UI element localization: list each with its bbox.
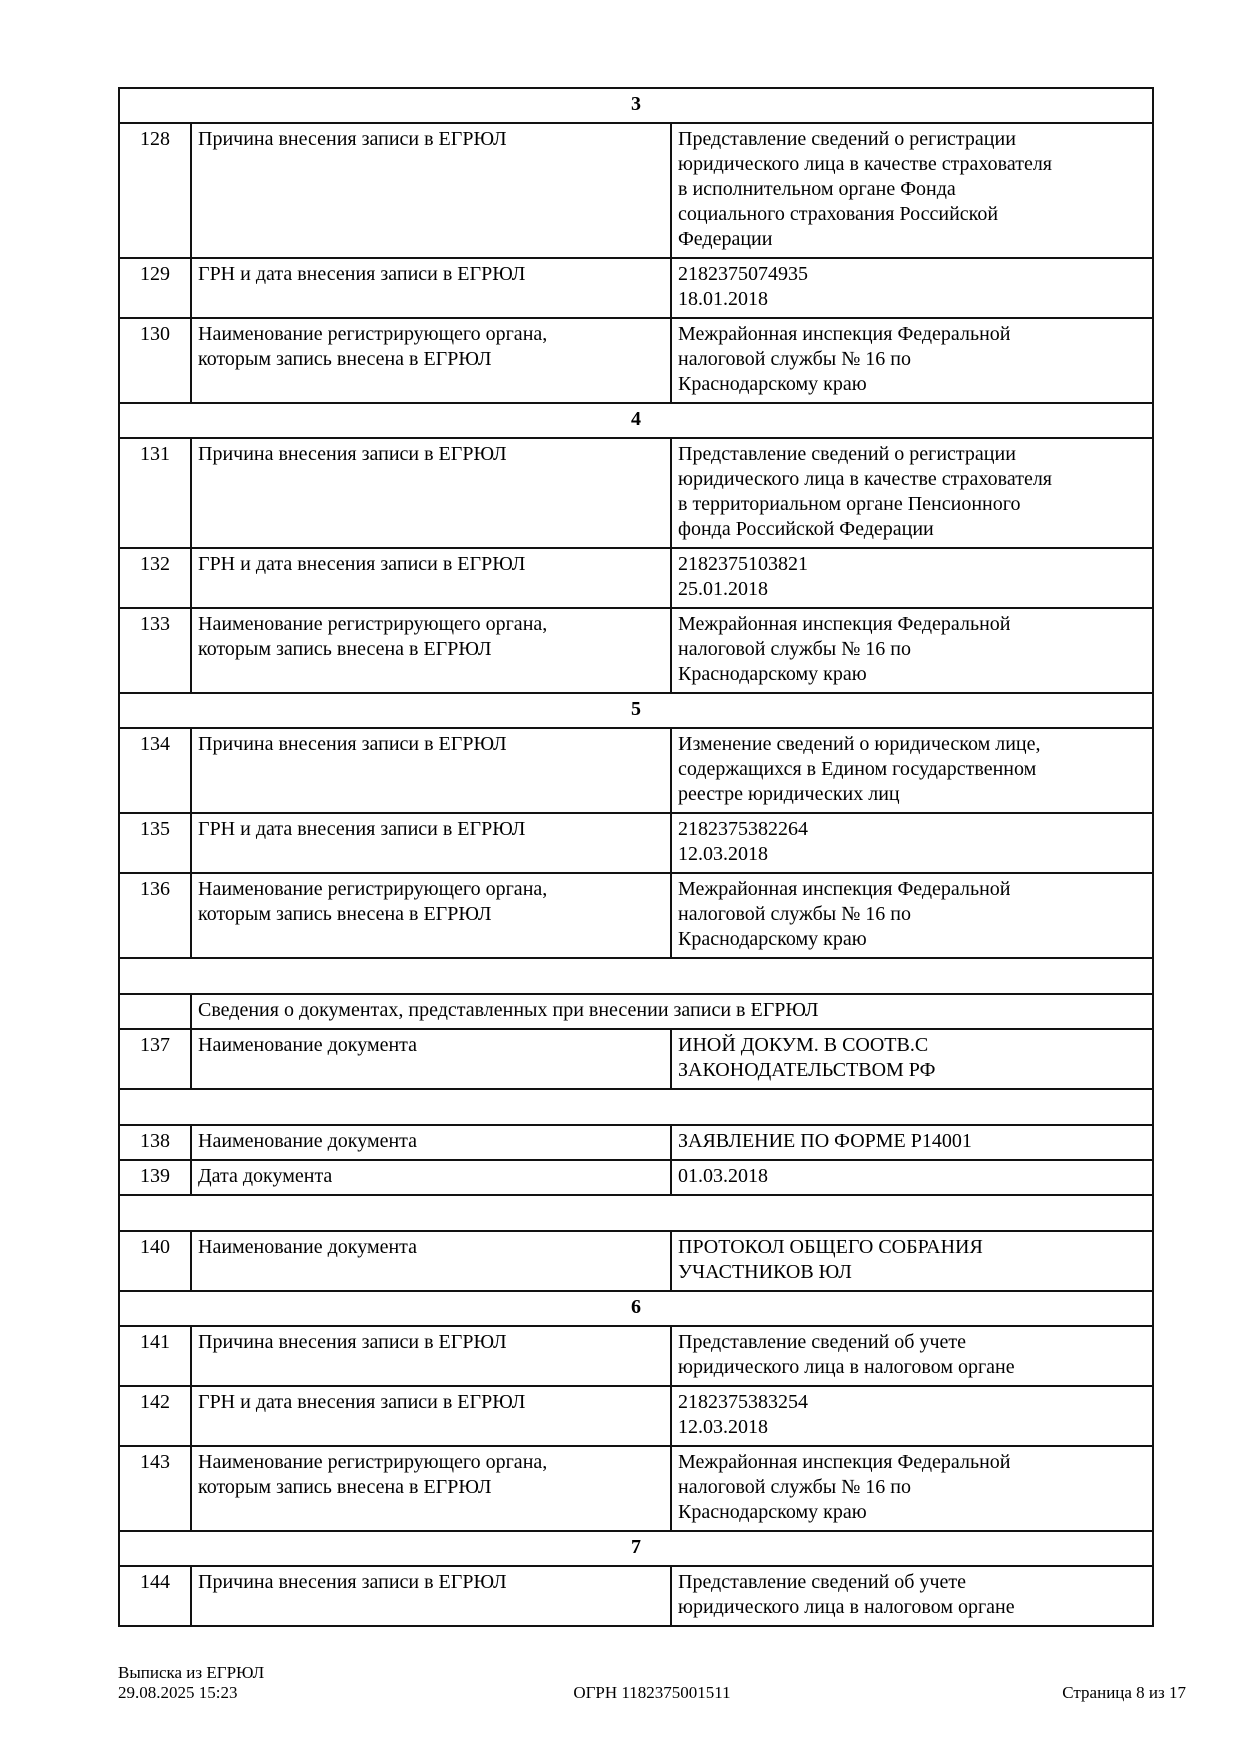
- spacer-cell: [119, 1195, 1153, 1231]
- footer-page-number: Страница 8 из 17: [1062, 1683, 1186, 1702]
- value-line: Краснодарскому краю: [678, 663, 867, 685]
- value-line: Федерации: [678, 228, 773, 250]
- footer-datetime: 29.08.2025 15:23: [118, 1683, 238, 1702]
- section-header-row: [119, 1291, 1153, 1326]
- label-line: Наименование регистрирующего органа,: [198, 878, 548, 900]
- record-row: [119, 608, 1153, 693]
- row-number: 136: [119, 873, 191, 958]
- row-label: [191, 1029, 671, 1089]
- row-label: [191, 813, 671, 873]
- label-line: Наименование документа: [198, 1236, 418, 1258]
- row-label: [191, 123, 671, 258]
- record-row: [119, 318, 1153, 403]
- value-line: УЧАСТНИКОВ ЮЛ: [678, 1261, 852, 1283]
- value-line: Представление сведений об учете: [678, 1571, 966, 1593]
- value-line: социального страхования Российской: [678, 203, 999, 225]
- section-header-row: [119, 88, 1153, 123]
- value-line: налоговой службы № 16 по: [678, 638, 911, 660]
- row-label: [191, 1386, 671, 1446]
- spacer-row: [119, 1089, 1153, 1125]
- record-row: [119, 813, 1153, 873]
- row-label: [191, 1160, 671, 1195]
- value-line: в территориальном органе Пенсионного: [678, 493, 1021, 515]
- row-number: 139: [119, 1160, 191, 1195]
- row-value: [671, 1231, 1153, 1291]
- row-number: 129: [119, 258, 191, 318]
- row-number: 144: [119, 1566, 191, 1626]
- row-label: [191, 318, 671, 403]
- value-line: налоговой службы № 16 по: [678, 348, 911, 370]
- record-row: [119, 1231, 1153, 1291]
- row-value: [671, 608, 1153, 693]
- spacer-cell: [119, 958, 1153, 994]
- row-value: [671, 813, 1153, 873]
- label-line: которым запись внесена в ЕГРЮЛ: [198, 348, 492, 370]
- row-number: 128: [119, 123, 191, 258]
- row-value: [671, 1160, 1153, 1195]
- value-line: 2182375074935: [678, 263, 808, 285]
- row-value: [671, 1125, 1153, 1160]
- value-line: юридического лица в налоговом органе: [678, 1596, 1015, 1618]
- row-number: 140: [119, 1231, 191, 1291]
- value-line: Краснодарскому краю: [678, 373, 867, 395]
- record-row: [119, 123, 1153, 258]
- label-line: ГРН и дата внесения записи в ЕГРЮЛ: [198, 1391, 526, 1413]
- row-number: 138: [119, 1125, 191, 1160]
- value-line: Межрайонная инспекция Федеральной: [678, 323, 1011, 345]
- record-row: [119, 1386, 1153, 1446]
- value-line: Межрайонная инспекция Федеральной: [678, 613, 1011, 635]
- section-header-row: [119, 403, 1153, 438]
- row-value: [671, 1029, 1153, 1089]
- value-line: 25.01.2018: [678, 578, 768, 600]
- label-line: которым запись внесена в ЕГРЮЛ: [198, 638, 492, 660]
- label-line: ГРН и дата внесения записи в ЕГРЮЛ: [198, 553, 526, 575]
- record-row: [119, 438, 1153, 548]
- row-label: [191, 1125, 671, 1160]
- subsection-title: Сведения о документах, представленных при внесении записи в ЕГРЮЛ: [191, 994, 1153, 1029]
- value-line: 12.03.2018: [678, 1416, 768, 1438]
- label-line: Наименование документа: [198, 1130, 418, 1152]
- page-footer: [118, 1663, 1186, 1703]
- row-value: [671, 548, 1153, 608]
- footer-doc-title: Выписка из ЕГРЮЛ: [118, 1663, 265, 1682]
- row-label: [191, 548, 671, 608]
- footer-ogrn: ОГРН 1182375001511: [573, 1683, 731, 1702]
- record-row: [119, 1125, 1153, 1160]
- egrul-records-table: [118, 87, 1154, 1627]
- record-row: [119, 548, 1153, 608]
- record-row: [119, 1446, 1153, 1531]
- row-value: [671, 1446, 1153, 1531]
- row-number: 133: [119, 608, 191, 693]
- value-line: Межрайонная инспекция Федеральной: [678, 1451, 1011, 1473]
- spacer-row: [119, 958, 1153, 994]
- row-number-empty: [119, 994, 191, 1029]
- value-line: Изменение сведений о юридическом лице,: [678, 733, 1041, 755]
- subsection-header-row: [119, 994, 1153, 1029]
- row-value: [671, 318, 1153, 403]
- record-row: [119, 1029, 1153, 1089]
- label-line: Причина внесения записи в ЕГРЮЛ: [198, 1571, 507, 1593]
- value-line: реестре юридических лиц: [678, 783, 900, 805]
- value-line: Краснодарскому краю: [678, 1501, 867, 1523]
- record-row: [119, 728, 1153, 813]
- value-line: 01.03.2018: [678, 1165, 768, 1187]
- row-label: [191, 1231, 671, 1291]
- label-line: которым запись внесена в ЕГРЮЛ: [198, 903, 492, 925]
- section-number: 3: [119, 88, 1153, 123]
- label-line: Наименование документа: [198, 1034, 418, 1056]
- record-row: [119, 873, 1153, 958]
- record-row: [119, 258, 1153, 318]
- row-value: [671, 123, 1153, 258]
- row-number: 142: [119, 1386, 191, 1446]
- label-line: Наименование регистрирующего органа,: [198, 323, 548, 345]
- section-header-row: [119, 1531, 1153, 1566]
- value-line: юридического лица в качестве страхователя: [678, 153, 1053, 175]
- value-line: ЗАКОНОДАТЕЛЬСТВОМ РФ: [678, 1059, 936, 1081]
- section-number: 7: [119, 1531, 1153, 1566]
- label-line: Наименование регистрирующего органа,: [198, 613, 548, 635]
- spacer-row: [119, 1195, 1153, 1231]
- row-value: [671, 1386, 1153, 1446]
- row-label: [191, 1566, 671, 1626]
- value-line: ЗАЯВЛЕНИЕ ПО ФОРМЕ Р14001: [678, 1130, 972, 1152]
- label-line: Причина внесения записи в ЕГРЮЛ: [198, 443, 507, 465]
- label-line: ГРН и дата внесения записи в ЕГРЮЛ: [198, 818, 526, 840]
- row-label: [191, 1446, 671, 1531]
- row-number: 135: [119, 813, 191, 873]
- row-number: 134: [119, 728, 191, 813]
- row-label: [191, 728, 671, 813]
- row-label: [191, 608, 671, 693]
- value-line: содержащихся в Едином государственном: [678, 758, 1037, 780]
- label-line: Причина внесения записи в ЕГРЮЛ: [198, 733, 507, 755]
- row-number: 137: [119, 1029, 191, 1089]
- value-line: в исполнительном органе Фонда: [678, 178, 956, 200]
- section-number: 4: [119, 403, 1153, 438]
- value-line: налоговой службы № 16 по: [678, 903, 911, 925]
- label-line: Дата документа: [198, 1165, 333, 1187]
- value-line: 18.01.2018: [678, 288, 768, 310]
- row-value: [671, 873, 1153, 958]
- value-line: 2182375103821: [678, 553, 808, 575]
- row-number: 141: [119, 1326, 191, 1386]
- label-line: Причина внесения записи в ЕГРЮЛ: [198, 128, 507, 150]
- value-line: налоговой службы № 16 по: [678, 1476, 911, 1498]
- row-label: [191, 1326, 671, 1386]
- value-line: ПРОТОКОЛ ОБЩЕГО СОБРАНИЯ: [678, 1236, 983, 1258]
- section-number: 6: [119, 1291, 1153, 1326]
- row-label: [191, 438, 671, 548]
- row-number: 143: [119, 1446, 191, 1531]
- row-value: [671, 438, 1153, 548]
- row-value: [671, 1566, 1153, 1626]
- label-line: Наименование регистрирующего органа,: [198, 1451, 548, 1473]
- row-number: 132: [119, 548, 191, 608]
- value-line: юридического лица в налоговом органе: [678, 1356, 1015, 1378]
- section-number: 5: [119, 693, 1153, 728]
- value-line: 2182375383254: [678, 1391, 808, 1413]
- value-line: Краснодарскому краю: [678, 928, 867, 950]
- value-line: ИНОЙ ДОКУМ. В СООТВ.С: [678, 1034, 929, 1056]
- value-line: 2182375382264: [678, 818, 808, 840]
- value-line: Представление сведений о регистрации: [678, 443, 1016, 465]
- record-row: [119, 1326, 1153, 1386]
- record-row: [119, 1160, 1153, 1195]
- label-line: Причина внесения записи в ЕГРЮЛ: [198, 1331, 507, 1353]
- value-line: юридического лица в качестве страхователя: [678, 468, 1053, 490]
- spacer-cell: [119, 1089, 1153, 1125]
- label-line: ГРН и дата внесения записи в ЕГРЮЛ: [198, 263, 526, 285]
- value-line: Представление сведений о регистрации: [678, 128, 1016, 150]
- value-line: 12.03.2018: [678, 843, 768, 865]
- row-value: [671, 1326, 1153, 1386]
- row-number: 130: [119, 318, 191, 403]
- value-line: фонда Российской Федерации: [678, 518, 934, 540]
- row-label: [191, 258, 671, 318]
- value-line: Межрайонная инспекция Федеральной: [678, 878, 1011, 900]
- section-header-row: [119, 693, 1153, 728]
- record-row: [119, 1566, 1153, 1626]
- label-line: которым запись внесена в ЕГРЮЛ: [198, 1476, 492, 1498]
- table-body: [119, 88, 1153, 1626]
- row-number: 131: [119, 438, 191, 548]
- row-value: [671, 258, 1153, 318]
- row-label: [191, 873, 671, 958]
- row-value: [671, 728, 1153, 813]
- value-line: Представление сведений об учете: [678, 1331, 966, 1353]
